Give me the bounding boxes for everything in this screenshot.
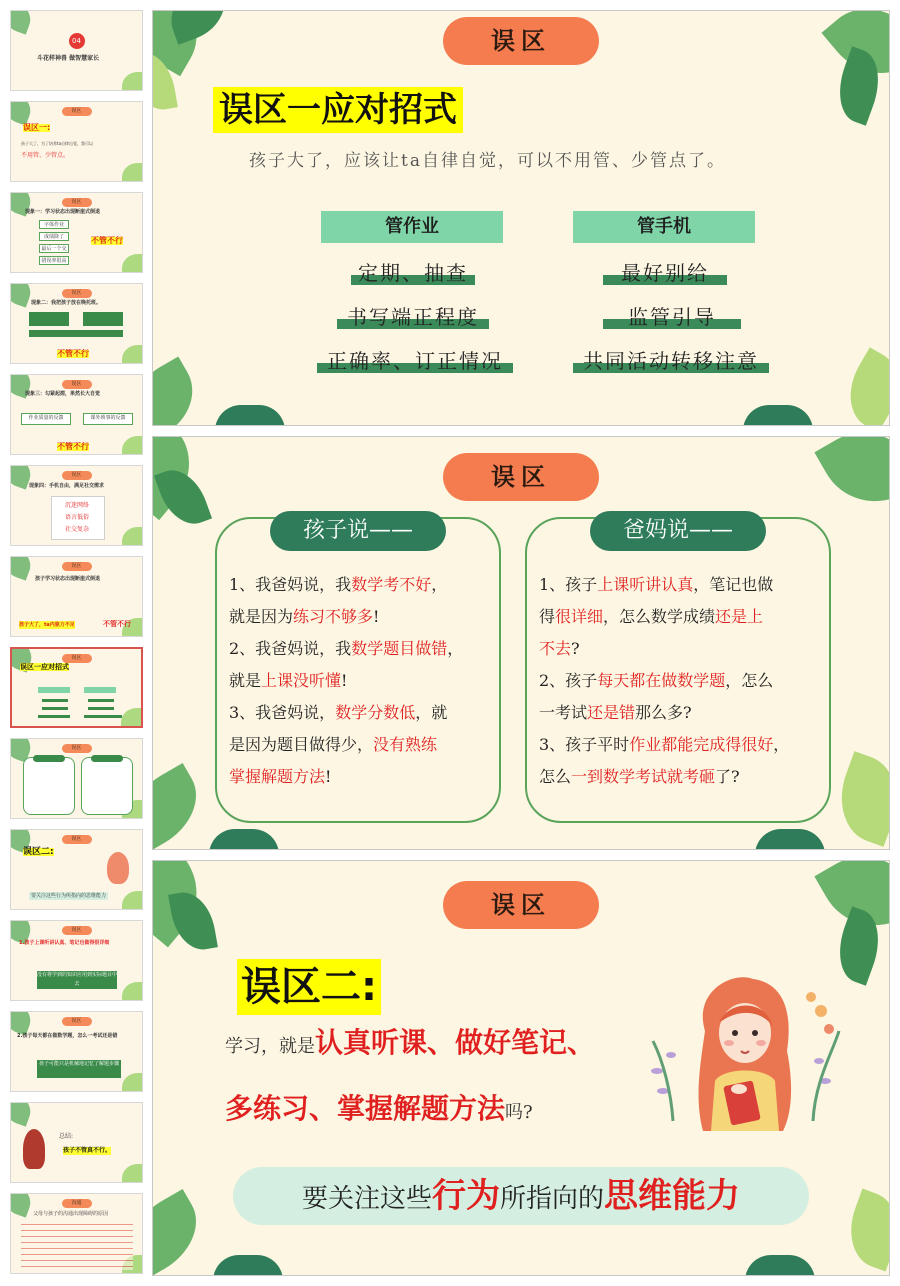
slide-title: 误区二: bbox=[237, 959, 381, 1015]
question-line-2: 多练习、掌握解题方法吗? bbox=[225, 1092, 533, 1125]
column-header-homework: 管作业 bbox=[321, 211, 503, 243]
leaf-decoration bbox=[122, 891, 143, 910]
thumbnail-text: 孩子不管真不行。 bbox=[63, 1147, 112, 1154]
homework-item: 书写端正程度 bbox=[337, 301, 489, 331]
phone-item: 共同活动转移注意 bbox=[573, 345, 769, 375]
thumbnail-slide-11[interactable] bbox=[10, 920, 143, 1001]
thumbnail-result: 不管不行 bbox=[103, 620, 131, 628]
thumbnail-text-lines bbox=[21, 1220, 133, 1270]
thumbnail-heading: 总结: bbox=[59, 1133, 74, 1140]
leaf-decoration bbox=[152, 357, 208, 426]
thumbnail-box bbox=[83, 312, 123, 326]
thumbnail-heading: 孩子学习状态出现断崖式倒退 bbox=[35, 576, 101, 582]
section-tag: 误区 bbox=[443, 881, 599, 929]
thumbnail-box: 作业质量的反馈 bbox=[21, 413, 71, 425]
child-says-card bbox=[215, 517, 501, 823]
thumbnail-heading: 现象一：学习状态出现断崖式倒退 bbox=[25, 209, 101, 215]
leaf-decoration bbox=[168, 888, 218, 954]
slide-misconception-one-strategies[interactable] bbox=[152, 10, 890, 426]
leaf-decoration bbox=[10, 101, 35, 126]
thumbnail-tag: 误区 bbox=[62, 198, 92, 207]
homework-item: 正确率、订正情况 bbox=[317, 345, 513, 375]
leaf-decoration bbox=[839, 1189, 890, 1272]
leaf-decoration bbox=[814, 436, 890, 522]
thumbnail-heading: 2.孩子每天都在做数学题，怎么一考试还是错 bbox=[17, 1033, 118, 1039]
parents-say-body: 1、孩子上课听讲认真，笔记也做 得很详细，怎么数学成绩还是上 不去? 2、孩子每天都在做数学题，怎么 一考试还是错那么多? 3、孩子平时作业都能完成得很好， 怎么一到数学考试就考砸了? bbox=[539, 575, 790, 786]
bush-decoration bbox=[755, 829, 825, 850]
leaf-decoration bbox=[121, 708, 143, 728]
girl-illustration bbox=[23, 1129, 45, 1169]
thumbnail-tag: 误区 bbox=[62, 562, 92, 571]
thumbnail-tag: 误区 bbox=[62, 744, 92, 753]
leaf-decoration bbox=[122, 527, 143, 546]
thumbnail-result: 不管不行 bbox=[57, 442, 89, 451]
thumbnail-text: 孩子大了，为了培养ta自律自觉，我可以 bbox=[21, 141, 94, 146]
thumbnail-slide-4[interactable] bbox=[10, 283, 143, 364]
thumbnail-heading: 父母与孩子的沟通出现障碍的原因 bbox=[33, 1211, 109, 1217]
key-message-banner: 要关注这些行为所指向的思维能力 bbox=[233, 1167, 809, 1225]
thumbnail-tag: 沟通 bbox=[62, 1199, 92, 1208]
leaf-decoration bbox=[10, 10, 35, 35]
thumbnail-result: 不管不行 bbox=[91, 236, 123, 245]
thumbnail-text: 孩子大了，ta内驱力不足 bbox=[19, 622, 75, 628]
parents-say-header: 爸妈说—— bbox=[590, 511, 766, 551]
thumbnail-box: 最后一个交 bbox=[39, 244, 69, 253]
thumbnail-title: 斗花样神兽 做智慧家长 bbox=[37, 55, 100, 62]
thumbnail-tag: 误区 bbox=[62, 380, 92, 389]
thumbnail-tag: 误区 bbox=[62, 1017, 92, 1026]
thumbnail-slide-12[interactable] bbox=[10, 1011, 143, 1092]
leaf-decoration bbox=[122, 1073, 143, 1092]
thumbnail-item: 语言低俗 bbox=[65, 514, 90, 521]
bush-decoration bbox=[215, 405, 285, 426]
column-header-phone: 管手机 bbox=[573, 211, 755, 243]
thumbnail-heading: 误区二: bbox=[23, 847, 54, 857]
thumbnail-box: 字体作业 bbox=[39, 220, 69, 229]
thumbnail-box bbox=[29, 330, 123, 337]
thumbnail-box: 错误率很高 bbox=[39, 256, 69, 265]
thumbnail-tag: 误区 bbox=[62, 107, 92, 116]
homework-item: 定期、抽查 bbox=[351, 257, 475, 287]
section-number-badge: 04 bbox=[69, 33, 85, 49]
question-line-1: 学习，就是认真听课、做好笔记、 bbox=[225, 1026, 596, 1059]
thumbnail-tag: 误区 bbox=[62, 835, 92, 844]
thumbnail-slide-10[interactable] bbox=[10, 829, 143, 910]
thumbnail-text: 不用管、少管点。 bbox=[21, 152, 70, 159]
leaf-decoration bbox=[152, 1189, 213, 1276]
thumbnail-slide-14[interactable] bbox=[10, 1193, 143, 1274]
leaf-decoration bbox=[122, 1164, 143, 1183]
thumbnail-heading: 误区一应对招式 bbox=[20, 663, 69, 671]
leaf-decoration bbox=[10, 1193, 35, 1218]
leaf-decoration bbox=[827, 751, 890, 847]
thumbnail-slide-3[interactable] bbox=[10, 192, 143, 273]
thumbnail-slide-6[interactable] bbox=[10, 465, 143, 546]
thumbnail-tag: 误区 bbox=[62, 471, 92, 480]
section-tag: 误区 bbox=[443, 453, 599, 501]
leaf-decoration bbox=[835, 347, 890, 426]
thumbnail-tag: 误区 bbox=[62, 926, 92, 935]
thumbnail-slide-2[interactable] bbox=[10, 101, 143, 182]
slide-thumbnail-panel bbox=[0, 0, 148, 1286]
bush-decoration bbox=[209, 829, 279, 850]
thumbnail-slide-13[interactable] bbox=[10, 1102, 143, 1183]
bush-decoration bbox=[745, 1255, 815, 1276]
thumbnail-heading: 1.孩子上课听讲认真、笔记也做得很详细 bbox=[19, 940, 110, 946]
thumbnail-heading: 误区一: bbox=[23, 123, 51, 132]
slide-title: 误区一应对招式 bbox=[213, 87, 463, 133]
slide-subtitle: 孩子大了，应该让ta自律自觉，可以不用管、少管点了。 bbox=[249, 151, 726, 171]
slide-misconception-two[interactable] bbox=[152, 860, 890, 1276]
leaf-decoration bbox=[154, 462, 212, 532]
leaf-decoration bbox=[122, 982, 143, 1001]
leaf-decoration bbox=[122, 345, 143, 364]
leaf-decoration bbox=[122, 163, 143, 182]
parents-say-card bbox=[525, 517, 831, 823]
leaf-decoration bbox=[122, 254, 143, 273]
child-says-body: 1、我爸妈说，我数学考不好， 就是因为练习不够多! 2、我爸妈说，我数学题目做错， 就是上课没听懂! 3、我爸妈说，数学分数低，就 是因为题目做得少，没有熟练 掌握解题方法! bbox=[229, 575, 464, 786]
leaf-decoration bbox=[10, 556, 35, 581]
thumbnail-box: 成绩降了 bbox=[39, 232, 69, 241]
thumbnail-heading: 现象二：我把孩子放在晚托班。 bbox=[31, 300, 102, 306]
phone-item: 最好别给 bbox=[603, 257, 727, 287]
bush-decoration bbox=[743, 405, 813, 426]
thumbnail-slide-9[interactable] bbox=[10, 738, 143, 819]
thumbnail-item: 社交复杂 bbox=[65, 526, 90, 533]
thumbnail-heading: 现象三：勾紧起搓，果然长大自觉 bbox=[25, 391, 101, 397]
thumbnail-text: 要关注这些行为所指向的思维能力 bbox=[31, 893, 107, 899]
thumbnail-slide-1[interactable] bbox=[10, 10, 143, 91]
section-tag: 误区 bbox=[443, 17, 599, 65]
thumbnail-box: 课外琐事的反馈 bbox=[83, 413, 133, 425]
thumbnail-item: 沉迷网络 bbox=[65, 502, 90, 509]
thumbnail-slide-8-selected[interactable] bbox=[10, 647, 143, 728]
thumbnail-tag: 误区 bbox=[62, 289, 92, 298]
bush-decoration bbox=[213, 1255, 283, 1276]
thumbnail-tag: 误区 bbox=[62, 654, 92, 663]
thumbnail-box bbox=[29, 312, 69, 326]
phone-item: 监管引导 bbox=[603, 301, 741, 331]
child-says-header: 孩子说—— bbox=[270, 511, 446, 551]
thumbnail-box: 没有将学到的知识应用到实际题目中去 bbox=[37, 972, 118, 987]
thumbnail-result: 不管不行 bbox=[57, 349, 89, 358]
slide-child-vs-parent-says[interactable] bbox=[152, 436, 890, 850]
thumbnail-slide-5[interactable] bbox=[10, 374, 143, 455]
thumbnail-heading: 现象四：手机自由，满足社交需求 bbox=[29, 483, 105, 489]
thumbnail-slide-7[interactable] bbox=[10, 556, 143, 637]
leaf-decoration bbox=[152, 763, 213, 850]
girl-illustration bbox=[107, 852, 129, 884]
leaf-decoration bbox=[122, 72, 143, 91]
girl-with-book-illustration bbox=[643, 971, 843, 1131]
leaf-decoration bbox=[10, 1102, 35, 1127]
leaf-decoration bbox=[122, 436, 143, 455]
thumbnail-box: 孩子可能只是机械地记忆了解题步骤 bbox=[37, 1060, 121, 1078]
